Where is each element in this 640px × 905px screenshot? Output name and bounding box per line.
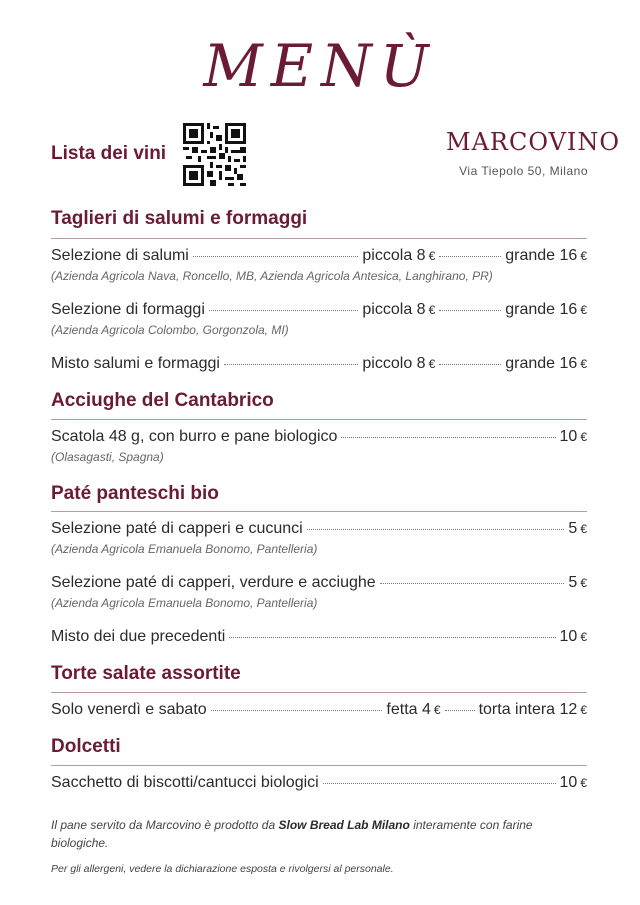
item-note: (Olasagasti, Spagna) [51,450,164,464]
euro-symbol: € [580,249,587,263]
euro-symbol: € [428,357,436,371]
dot-leader [209,309,359,311]
menu-title: MENÙ [203,32,437,100]
item-price-small: piccolo 8 [362,355,426,372]
menu-item [51,355,587,373]
item-note: (Azienda Agricola Colombo, Gorgonzola, MI) [51,323,289,337]
item-price-large: grande 16 [505,355,578,372]
item-name: Misto dei due precedenti [51,628,226,645]
item-name: Selezione di salumi [51,247,189,264]
euro-symbol: € [580,703,587,717]
dot-leader [224,363,358,365]
euro-symbol: € [428,249,436,263]
menu-item [51,701,587,719]
bread-note-text: Il pane servito da Marcovino è prodotto da [51,818,276,832]
menu-item [51,628,587,646]
menu-item [51,520,587,538]
section-divider [51,419,587,420]
euro-symbol: € [580,776,587,790]
dot-leader [439,309,501,311]
section-divider [51,511,587,512]
menu-item [51,247,587,265]
item-note: (Azienda Agricola Emanuela Bonomo, Pantelleria) [51,542,318,556]
item-name: Selezione paté di capperi, verdure e acciughe [51,574,376,591]
euro-symbol: € [428,303,436,317]
menu-item [51,574,587,592]
item-name: Scatola 48 g, con burro e pane biologico [51,428,338,445]
dot-leader [341,436,555,438]
section-title: Torte salate assortite [51,663,241,684]
euro-symbol: € [580,630,587,644]
euro-symbol: € [580,522,587,536]
item-note: (Azienda Agricola Nava, Roncello, MB, Azienda Agricola Antesica, Langhirano, PR) [51,269,493,283]
item-price-small: piccola 8 [362,247,426,264]
dot-leader [193,255,359,257]
item-price: 5 [568,520,578,537]
euro-symbol: € [580,357,587,371]
dot-leader [380,582,565,584]
item-price: 10 [559,428,578,445]
item-name: Sacchetto di biscotti/cantucci biologici [51,774,319,791]
section-divider [51,765,587,766]
menu-item [51,428,587,446]
euro-symbol: € [580,576,587,590]
item-price-large: grande 16 [505,247,578,264]
qr-code-icon[interactable] [183,123,246,186]
section-title: Paté panteschi bio [51,483,219,504]
dot-leader [445,709,475,711]
section-divider [51,692,587,693]
item-name: Selezione paté di capperi e cucunci [51,520,303,537]
item-name: Solo venerdì e sabato [51,701,207,718]
bread-note-text-end: interamente con farine biologiche. [51,818,533,850]
euro-symbol: € [433,703,441,717]
item-price-whole: torta intera 12 [478,701,578,718]
item-name: Selezione di formaggi [51,301,205,318]
item-price: 5 [568,574,578,591]
section-divider [51,238,587,239]
item-note: (Azienda Agricola Emanuela Bonomo, Pantelleria) [51,596,318,610]
dot-leader [307,528,565,530]
dot-leader [229,636,555,638]
item-price: 10 [559,628,578,645]
marcovino-logo: MARCOVINO [446,128,621,156]
item-name: Misto salumi e formaggi [51,355,220,372]
item-price-slice: fetta 4 [386,701,431,718]
menu-item [51,774,587,792]
bread-brand: Slow Bread Lab Milano [278,818,410,832]
section-title: Taglieri di salumi e formaggi [51,208,308,229]
bread-note [51,816,587,852]
dot-leader [211,709,383,711]
menu-item [51,301,587,319]
dot-leader [439,255,501,257]
euro-symbol: € [580,430,587,444]
address: Via Tiepolo 50, Milano [459,164,588,178]
dot-leader [323,782,556,784]
section-title: Acciughe del Cantabrico [51,390,274,411]
euro-symbol: € [580,303,587,317]
item-price: 10 [559,774,578,791]
dot-leader [439,363,501,365]
wine-list-label: Lista dei vini [51,143,167,164]
allergen-note: Per gli allergeni, vedere la dichiarazione esposta e rivolgersi al personale. [51,863,394,875]
section-title: Dolcetti [51,736,121,757]
item-price-large: grande 16 [505,301,578,318]
item-price-small: piccola 8 [362,301,426,318]
